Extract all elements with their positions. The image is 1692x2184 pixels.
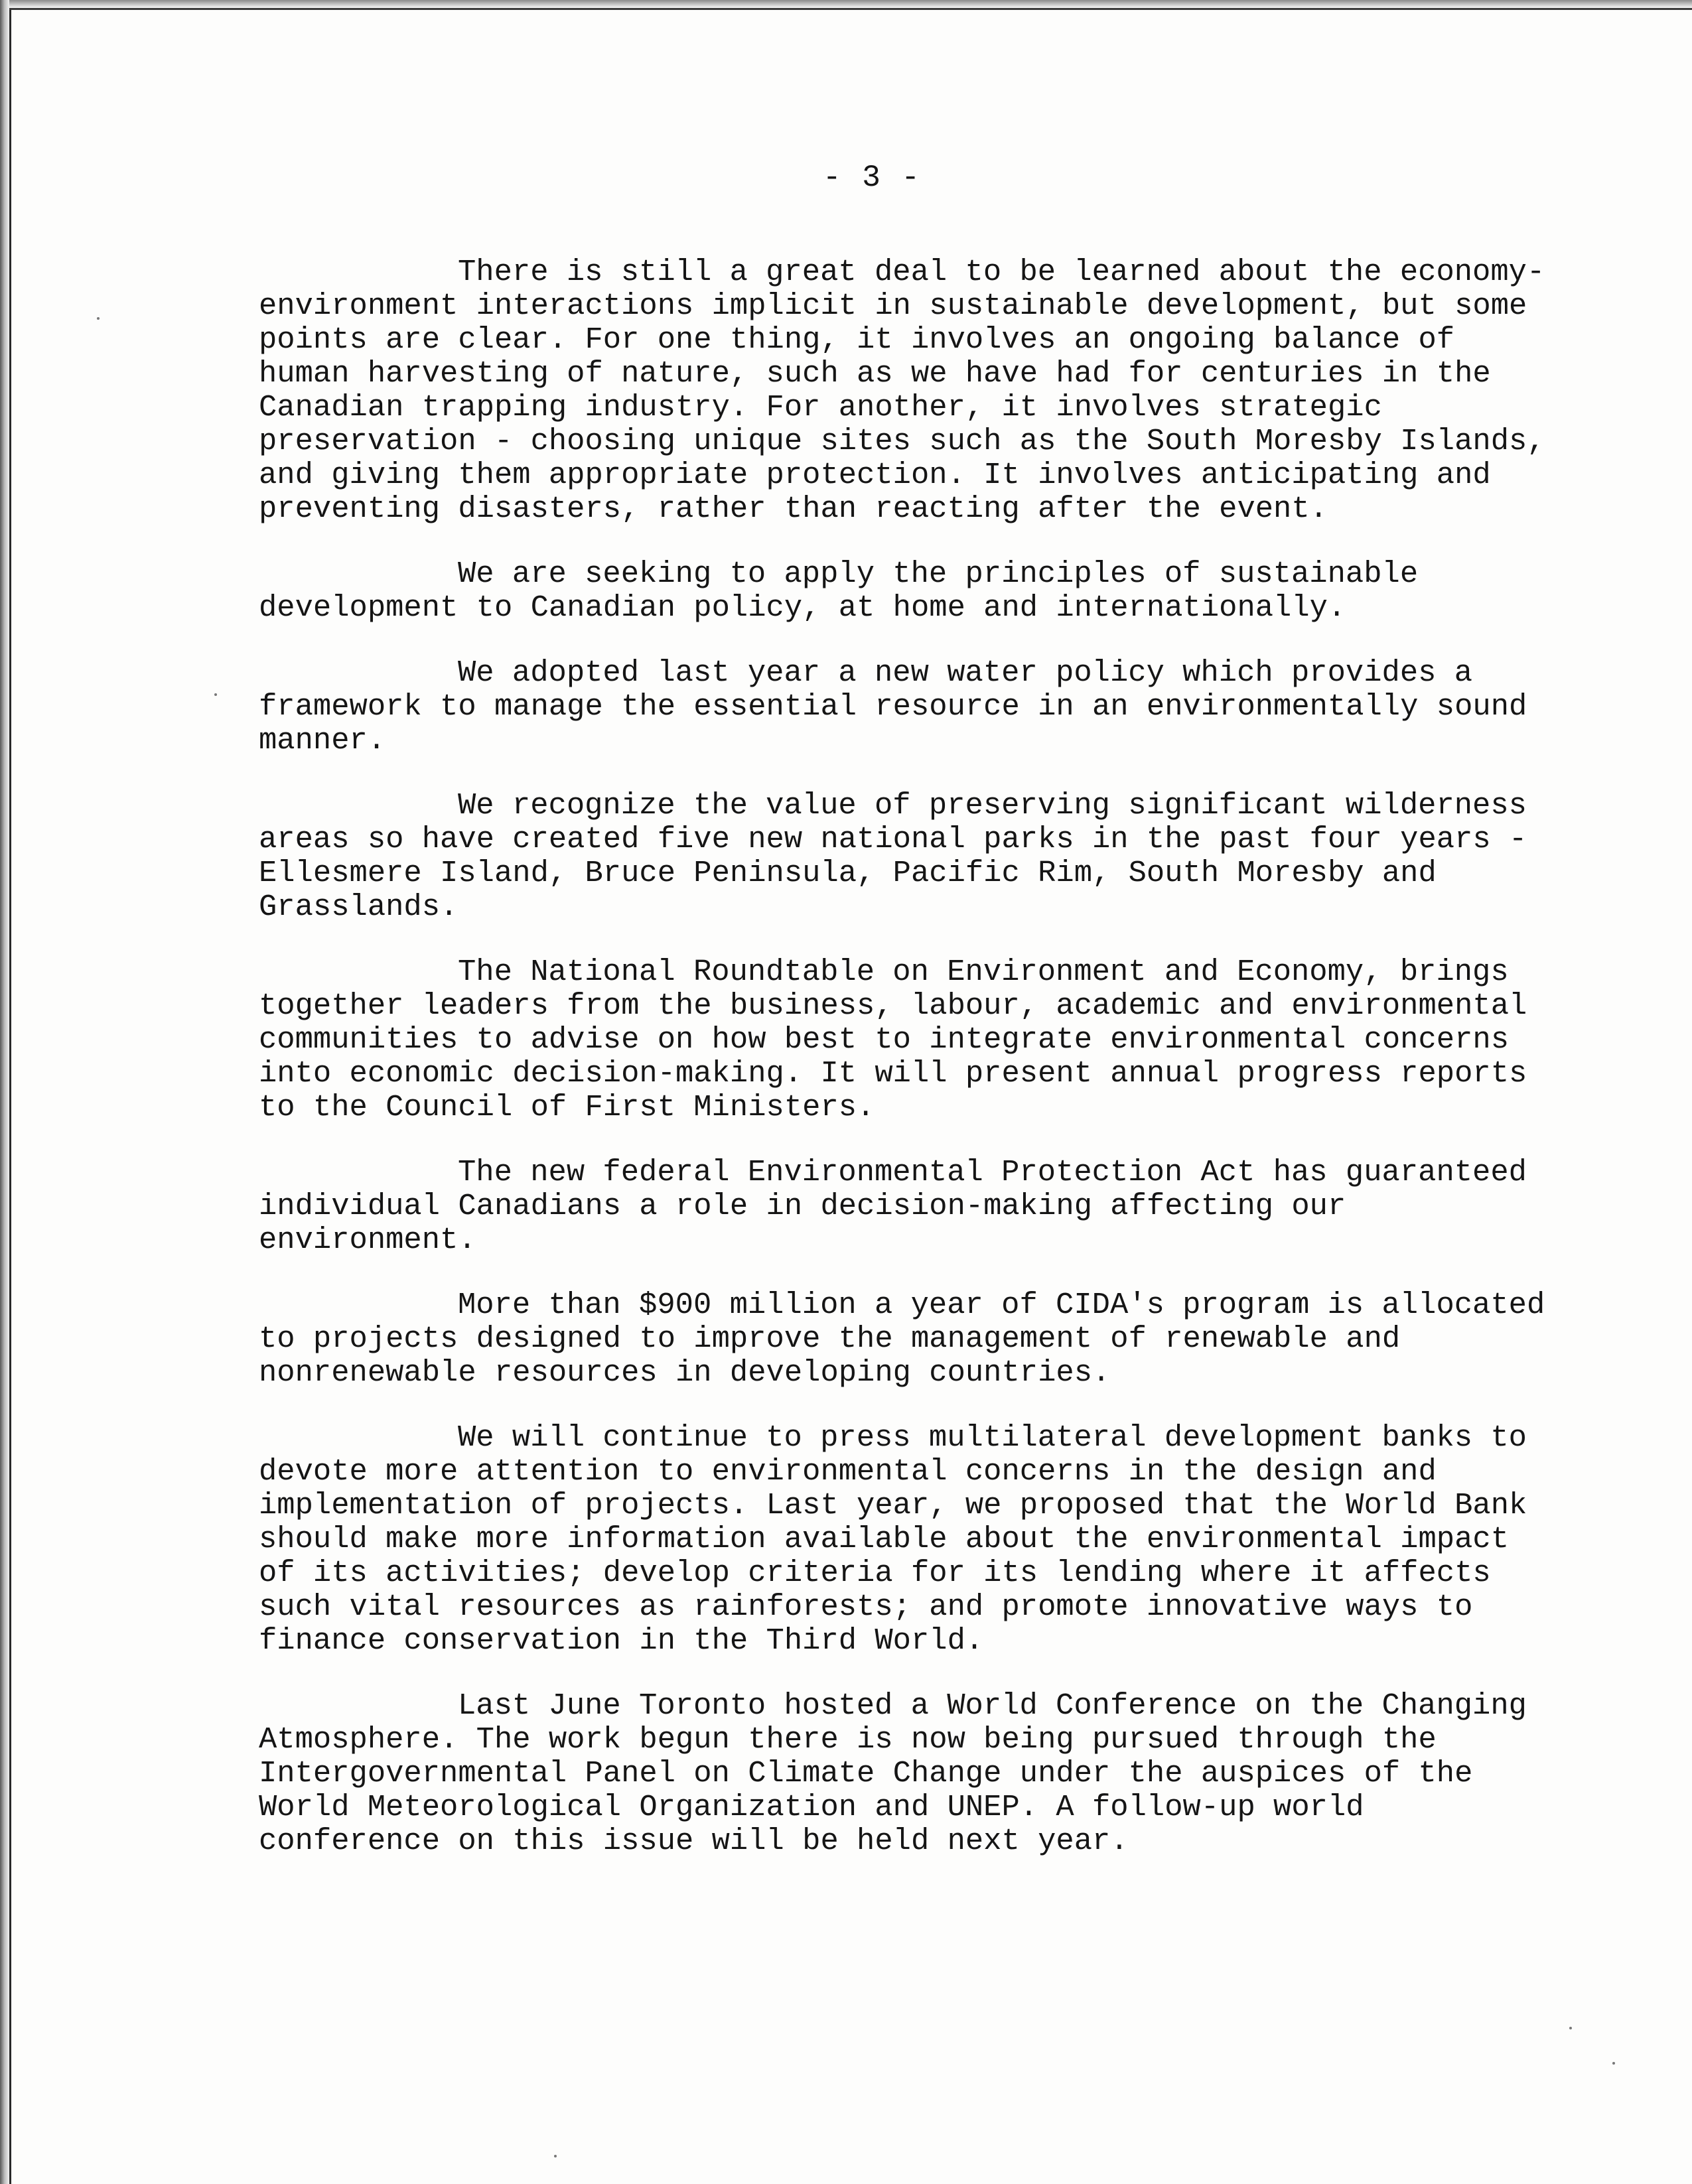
paragraph-national-roundtable: The National Roundtable on Environment and Economy, brings together leaders from the business, labour, academic and environmental communities to advise on how best to integrate environmental concerns into economic decision-making. It will present annual progress reports to the Council of First Ministers. — [259, 955, 1527, 1125]
body-text — [259, 255, 1553, 1858]
paragraph-world-conference: Last June Toronto hosted a World Conference on the Changing Atmosphere. The work begun there is now being pursued through the Intergovernmental Panel on Climate Change under the auspices of the World Meteorological Organization and UNEP. A follow-up world conference on this issue will be held next year. — [259, 1688, 1527, 1858]
scan-speck — [1569, 2027, 1572, 2029]
paragraph-cida-program: More than $900 million a year of CIDA's program is allocated to projects designed to improve the management of renewable and nonrenewable resources in developing countries. — [259, 1288, 1545, 1390]
paragraph-canadian-policy: We are seeking to apply the principles of sustainable development to Canadian policy, at home and internationally. — [259, 557, 1419, 625]
paragraph-national-parks: We recognize the value of preserving significant wilderness areas so have created five new national parks in the past four years - Ellesmere Island, Bruce Peninsula, Pacific Rim, South Moresby and Grasslands. — [259, 788, 1527, 924]
paragraph-development-banks: We will continue to press multilateral development banks to devote more attention to environmental concerns in the design and implementation of projects. Last year, we proposed that the World Bank should make more information available about the environmental impact of its activities; develop criteria for its lending where it affects such vital resources as rainforests; and promote innovative ways to finance conservation in the Third World. — [259, 1420, 1527, 1658]
scan-speck — [1612, 2062, 1615, 2065]
scan-speck — [554, 2155, 557, 2157]
page-number: - 3 - — [823, 161, 922, 195]
scan-top-edge — [9, 0, 1692, 10]
paragraph-protection-act: The new federal Environmental Protection Act has guaranteed individual Canadians a role in decision-making affecting our environment. — [259, 1155, 1527, 1257]
scan-left-edge — [0, 0, 11, 2184]
paragraph-sustainable-development: There is still a great deal to be learned about the economy-environment interactions implicit in sustainable development, but some points are clear. For one thing, it involves an ongoing balance of human harvesting of nature, such as we have had for centuries in the Canadian trapping industry. For another, it involves strategic preservation - choosing unique sites such as the South Moresby Islands, and giving them appropriate protection. It involves anticipating and preventing disasters, rather than reacting after the event. — [259, 255, 1545, 526]
scan-speck — [214, 693, 217, 696]
scan-speck — [97, 317, 100, 320]
paragraph-water-policy: We adopted last year a new water policy which provides a framework to manage the essential resource in an environmentally sound manner. — [259, 655, 1527, 758]
